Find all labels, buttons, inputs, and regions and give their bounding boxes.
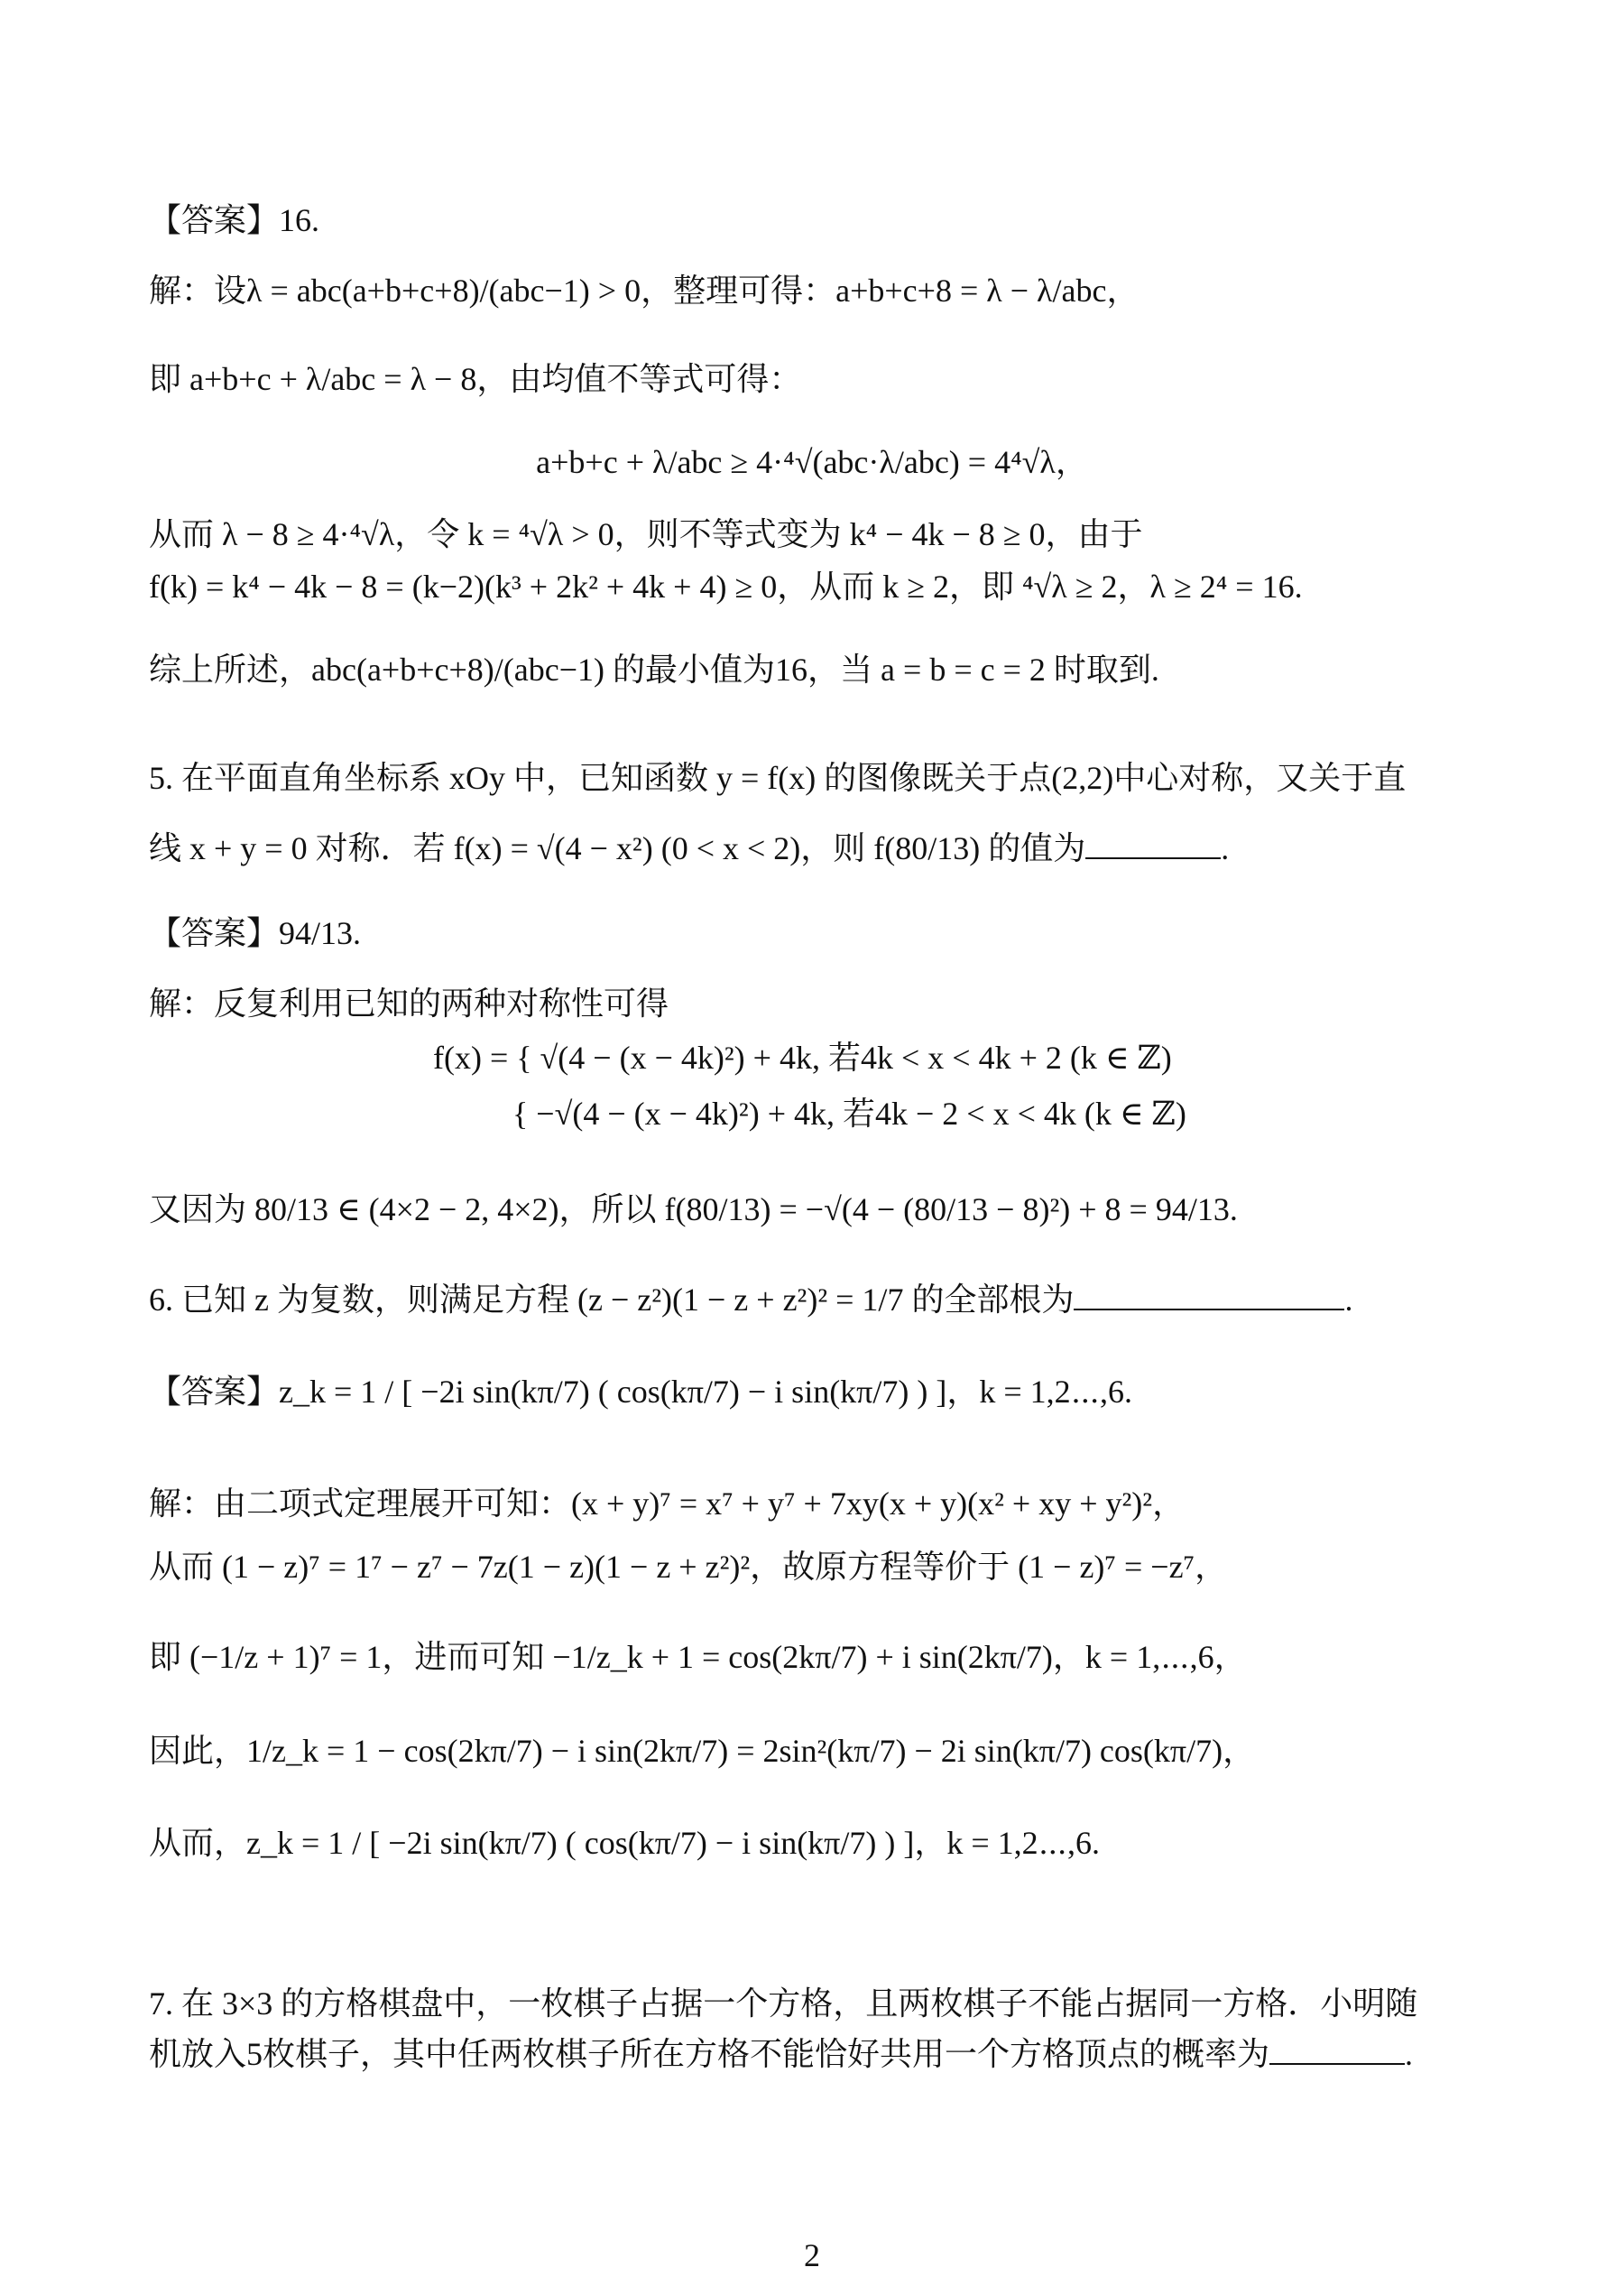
question-7-line2: 机放入5枚棋子，其中任两枚棋子所在方格不能恰好共用一个方格顶点的概率为 . <box>149 2036 1414 2072</box>
solution-q6-line1: 解：由二项式定理展开可知：(x + y)⁷ = x⁷ + y⁷ + 7xy(x + y)(x² + xy + y²)²， <box>149 1485 1186 1522</box>
question-7-line1: 7. 在 3×3 的方格棋盘中，一枚棋子占据一个方格，且两枚棋子不能占据同一方格．小明随 <box>149 1985 1418 2022</box>
answer-blank-q5 <box>1085 830 1221 859</box>
question-5-line2: 线 x + y = 0 对称．若 f(x) = √(4 − x²) (0 < x < 2)，则 f(80/13) 的值为 . <box>149 830 1230 866</box>
solution-q4-line2: 即 a+b+c + λ/abc = λ − 8，由均值不等式可得： <box>149 361 802 397</box>
solution-q5-piecewise-1: f(x) = { √(4 − (x − 4k)²) + 4k, 若4k < x < 4k + 2 (k ∈ ℤ) <box>433 1040 1172 1076</box>
solution-q4-conclusion: 综上所述，abc(a+b+c+8)/(abc−1) 的最小值为16，当 a = b = c = 2 时取到. <box>149 652 1159 688</box>
solution-q6-line4: 因此，1/z_k = 1 − cos(2kπ/7) − i sin(2kπ/7) = 2sin²(kπ/7) − 2i sin(kπ/7) cos(kπ/7)， <box>149 1733 1256 1769</box>
question-5-line1: 5. 在平面直角坐标系 xOy 中，已知函数 y = f(x) 的图像既关于点(2,2)中心对称，又关于直 <box>149 760 1407 796</box>
solution-q5-line1: 解：反复利用已知的两种对称性可得 <box>149 986 669 1022</box>
solution-q6-line3: 即 (−1/z + 1)⁷ = 1，进而可知 −1/z_k + 1 = cos(2kπ/7) + i sin(2kπ/7)，k = 1,⋯,6， <box>149 1639 1247 1675</box>
solution-q4-line5: f(k) = k⁴ − 4k − 8 = (k−2)(k³ + 2k² + 4k + 4) ≥ 0，从而 k ≥ 2，即 ⁴√λ ≥ 2，λ ≥ 2⁴ = 16. <box>149 569 1303 605</box>
page-number: 2 <box>804 2237 820 2273</box>
solution-q5-line4: 又因为 80/13 ∈ (4×2 − 2, 4×2)，所以 f(80/13) = −√(4 − (80/13 − 8)²) + 8 = 94/13. <box>149 1191 1238 1227</box>
solution-q6-line2: 从而 (1 − z)⁷ = 1⁷ − z⁷ − 7z(1 − z)(1 − z + z²)²，故原方程等价于 (1 − z)⁷ = −z⁷， <box>149 1549 1228 1585</box>
question-6: 6. 已知 z 为复数，则满足方程 (z − z²)(1 − z + z²)² = 1/7 的全部根为 . <box>149 1282 1353 1318</box>
answer-blank-q7 <box>1269 2036 1405 2065</box>
answer-q4: 【答案】16. <box>149 202 320 238</box>
solution-q6-line5: 从而，z_k = 1 / [ −2i sin(kπ/7) ( cos(kπ/7) − i sin(kπ/7) ) ]，k = 1,2⋯,6. <box>149 1825 1101 1861</box>
answer-q6: 【答案】z_k = 1 / [ −2i sin(kπ/7) ( cos(kπ/7) − i sin(kπ/7) ) ]，k = 1,2⋯,6. <box>149 1374 1133 1410</box>
answer-q5: 【答案】94/13. <box>149 915 362 951</box>
solution-q4-line1: 解：设λ = abc(a+b+c+8)/(abc−1) > 0，整理可得：a+b+c+8 = λ − λ/abc， <box>149 273 1140 309</box>
solution-q4-line4: 从而 λ − 8 ≥ 4·⁴√λ，令 k = ⁴√λ > 0，则不等式变为 k⁴ − 4k − 8 ≥ 0，由于 <box>149 516 1143 552</box>
answer-blank-q6 <box>1074 1282 1344 1310</box>
solution-q4-inequality: a+b+c + λ/abc ≥ 4·⁴√(abc·λ/abc) = 4⁴√λ， <box>536 444 1088 480</box>
solution-q5-piecewise-2: { −√(4 − (x − 4k)²) + 4k, 若4k − 2 < x < 4k (k ∈ ℤ) <box>512 1096 1186 1132</box>
